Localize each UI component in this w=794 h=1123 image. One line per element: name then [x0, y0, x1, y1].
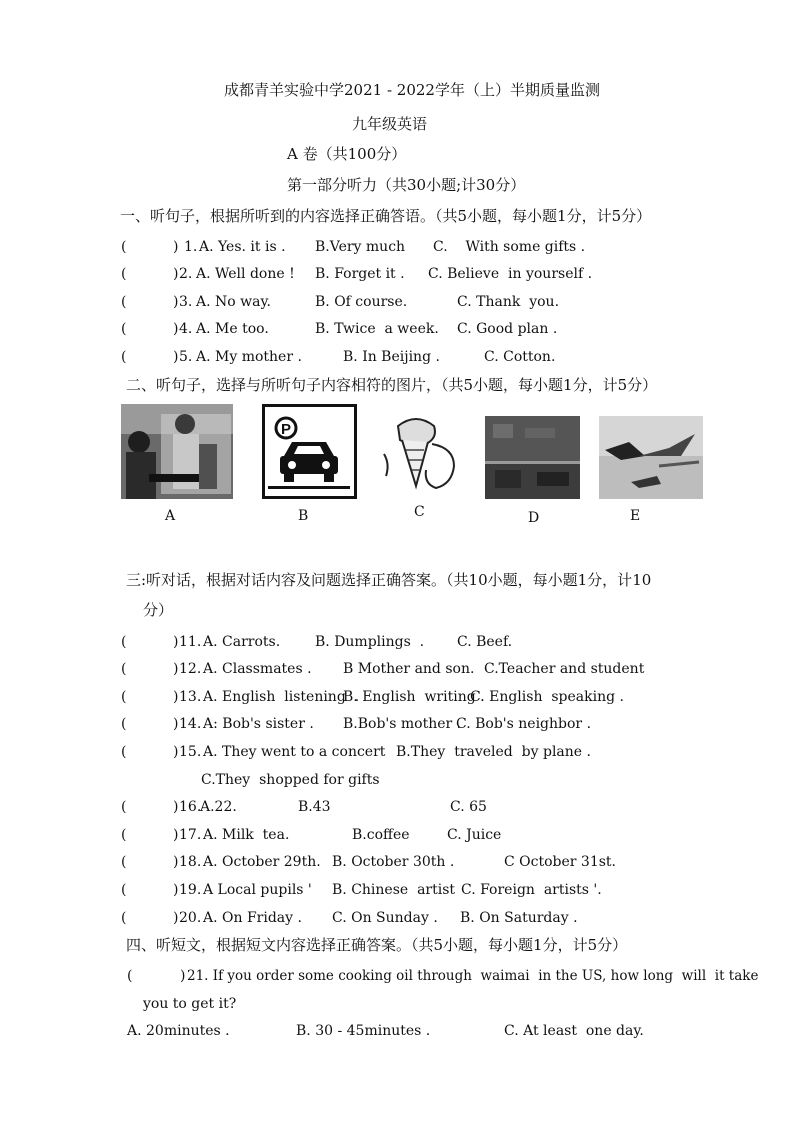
- answer-bracket-close: ): [173, 661, 179, 677]
- picture-b: [262, 404, 357, 524]
- picture-label: B: [298, 508, 309, 524]
- answer-bracket-open[interactable]: (: [121, 239, 127, 255]
- airplane-icon: [599, 404, 703, 499]
- part-label: 第一部分听力（共30小题;计30分）: [287, 176, 526, 194]
- section4-heading: 四、听短文，根据短文内容选择正确答案。（共5小题，每小题1分，计5分）: [126, 936, 628, 954]
- answer-bracket-open[interactable]: (: [121, 689, 127, 705]
- option-a: A. They went to a concert: [203, 744, 386, 760]
- answer-bracket-close: ): [173, 266, 179, 282]
- option-b: B.They traveled by plane .: [396, 744, 591, 760]
- question-number: 17.: [179, 827, 202, 843]
- option-c: C. Juice: [447, 827, 502, 843]
- answer-bracket-open[interactable]: (: [127, 968, 133, 984]
- answer-bracket-close: ): [173, 321, 179, 337]
- picture-c: [376, 404, 466, 520]
- question-number: 3.: [179, 294, 193, 310]
- answer-bracket-open[interactable]: (: [121, 910, 127, 926]
- dark-photo-icon: [485, 404, 580, 499]
- section1-heading: 一、听句子，根据所听到的内容选择正确答语。（共5小题，每小题1分，计5分）: [120, 207, 652, 225]
- answer-bracket-open[interactable]: (: [121, 827, 127, 843]
- parking-car-icon: [262, 404, 357, 499]
- answer-bracket-close: ): [173, 716, 179, 732]
- answer-bracket-open[interactable]: (: [121, 266, 127, 282]
- option-b: B. In Beijing .: [343, 349, 440, 365]
- question-stem-cont: you to get it?: [143, 996, 237, 1012]
- answer-bracket-close: ): [173, 744, 179, 760]
- option-b: B.coffee: [352, 827, 410, 843]
- question-number: 5.: [179, 349, 193, 365]
- option-c: B. On Saturday .: [460, 910, 578, 926]
- svg-text:P: P: [280, 421, 292, 438]
- question-number: 19.: [179, 882, 202, 898]
- option-c: C.Teacher and student: [484, 661, 645, 677]
- option-c: C.They shopped for gifts: [201, 772, 380, 788]
- option-a: A Local pupils ': [203, 882, 312, 898]
- question-number: 16.: [179, 799, 202, 815]
- answer-bracket-open[interactable]: (: [121, 661, 127, 677]
- answer-bracket-open[interactable]: (: [121, 294, 127, 310]
- answer-bracket-close: ): [173, 854, 179, 870]
- option-b: B. Forget it .: [315, 266, 405, 282]
- option-a: A. October 29th.: [203, 854, 321, 870]
- option-b: B. Of course.: [315, 294, 408, 310]
- exam-subtitle: 九年级英语: [352, 115, 428, 133]
- answer-bracket-open[interactable]: (: [121, 634, 127, 650]
- answer-bracket-close: ): [173, 294, 179, 310]
- question-number: 14.: [179, 716, 202, 732]
- option-a: A. Yes. it is .: [199, 239, 286, 255]
- option-a: A. Well done !: [196, 266, 295, 282]
- option-c: C. At least one day.: [504, 1023, 644, 1039]
- option-c: C. Good plan .: [457, 321, 558, 337]
- answer-bracket-open[interactable]: (: [121, 349, 127, 365]
- option-b: B. 30 - 45minutes .: [296, 1023, 431, 1039]
- answer-bracket-close: ): [173, 689, 179, 705]
- option-b: B. English writing .: [343, 689, 485, 705]
- paper-label: A 卷（共100分）: [287, 145, 407, 163]
- answer-bracket-open[interactable]: (: [121, 321, 127, 337]
- option-c: C. Thank you.: [457, 294, 560, 310]
- question-number: 12.: [179, 661, 202, 677]
- option-b: B. Twice a week.: [315, 321, 439, 337]
- answer-bracket-close: ): [173, 349, 179, 365]
- answer-bracket-close: ): [173, 910, 179, 926]
- option-a: A. Classmates .: [203, 661, 312, 677]
- answer-bracket-open[interactable]: (: [121, 716, 127, 732]
- option-a: A. 20minutes .: [127, 1023, 230, 1039]
- section2-heading: 二、听句子，选择与所听句子内容相符的图片，（共5小题，每小题1分，计5分）: [126, 376, 658, 394]
- picture-a: [121, 404, 233, 524]
- answer-bracket-close: ): [180, 968, 186, 984]
- picture-label: C: [414, 504, 425, 520]
- answer-bracket-close: ): [173, 239, 179, 255]
- question-number: 4.: [179, 321, 193, 337]
- option-b: B. Chinese artist: [332, 882, 456, 898]
- picture-label: E: [630, 508, 641, 524]
- answer-bracket-open[interactable]: (: [121, 882, 127, 898]
- ice-cream-icon: [376, 404, 466, 499]
- option-c: C October 31st.: [504, 854, 616, 870]
- option-b: C. On Sunday .: [332, 910, 438, 926]
- question-number: 18.: [179, 854, 202, 870]
- option-b: B. Dumplings .: [315, 634, 425, 650]
- option-b: B.43: [298, 799, 331, 815]
- section3-heading-cont: 分）: [143, 601, 174, 619]
- question-number: 13.: [179, 689, 202, 705]
- option-a: A. Me too.: [196, 321, 269, 337]
- option-b: B.Bob's mother .: [343, 716, 462, 732]
- picture-e: [599, 404, 703, 524]
- option-c: C. 65: [450, 799, 487, 815]
- option-c: C. Foreign artists '.: [461, 882, 602, 898]
- question-number: 20.: [179, 910, 202, 926]
- answer-bracket-open[interactable]: (: [121, 744, 127, 760]
- question-number: 15.: [179, 744, 202, 760]
- exam-title: 成都青羊实验中学2021 - 2022学年（上）半期质量监测: [224, 81, 600, 99]
- option-a: A.22.: [200, 799, 237, 815]
- option-a: A. Carrots.: [203, 634, 281, 650]
- option-a: A. English listening .: [203, 689, 360, 705]
- section3-heading: 三:听对话，根据对话内容及问题选择正确答案。（共10小题，每小题1分，计10: [126, 571, 652, 589]
- option-c: C. Cotton.: [484, 349, 556, 365]
- question-number: 1.: [184, 239, 198, 255]
- answer-bracket-open[interactable]: (: [121, 799, 127, 815]
- option-c: C. With some gifts .: [433, 239, 586, 255]
- picture-label: D: [528, 510, 540, 526]
- answer-bracket-close: ): [173, 882, 179, 898]
- option-b: B.Very much: [315, 239, 406, 255]
- option-a: A: Bob's sister .: [203, 716, 314, 732]
- option-a: A. My mother .: [196, 349, 302, 365]
- people-photo-icon: [121, 404, 233, 499]
- option-c: C. Bob's neighbor .: [456, 716, 592, 732]
- option-a: A. No way.: [196, 294, 271, 310]
- picture-label: A: [165, 508, 176, 524]
- option-a: A. On Friday .: [203, 910, 302, 926]
- answer-bracket-open[interactable]: (: [121, 854, 127, 870]
- question-number: 2.: [179, 266, 193, 282]
- option-c: C. Believe in yourself .: [428, 266, 593, 282]
- option-c: C. Beef.: [457, 634, 513, 650]
- picture-d: [485, 404, 580, 526]
- answer-bracket-close: ): [173, 827, 179, 843]
- answer-bracket-close: ): [173, 799, 179, 815]
- option-a: A. Milk tea.: [203, 827, 290, 843]
- option-b: B. October 30th .: [332, 854, 455, 870]
- answer-bracket-close: ): [173, 634, 179, 650]
- question-number: 11.: [179, 634, 202, 650]
- question-stem: 21. If you order some cooking oil through waimai in the US, how long will it take: [187, 968, 759, 984]
- option-c: C. English speaking .: [470, 689, 624, 705]
- option-b: B Mother and son.: [343, 661, 475, 677]
